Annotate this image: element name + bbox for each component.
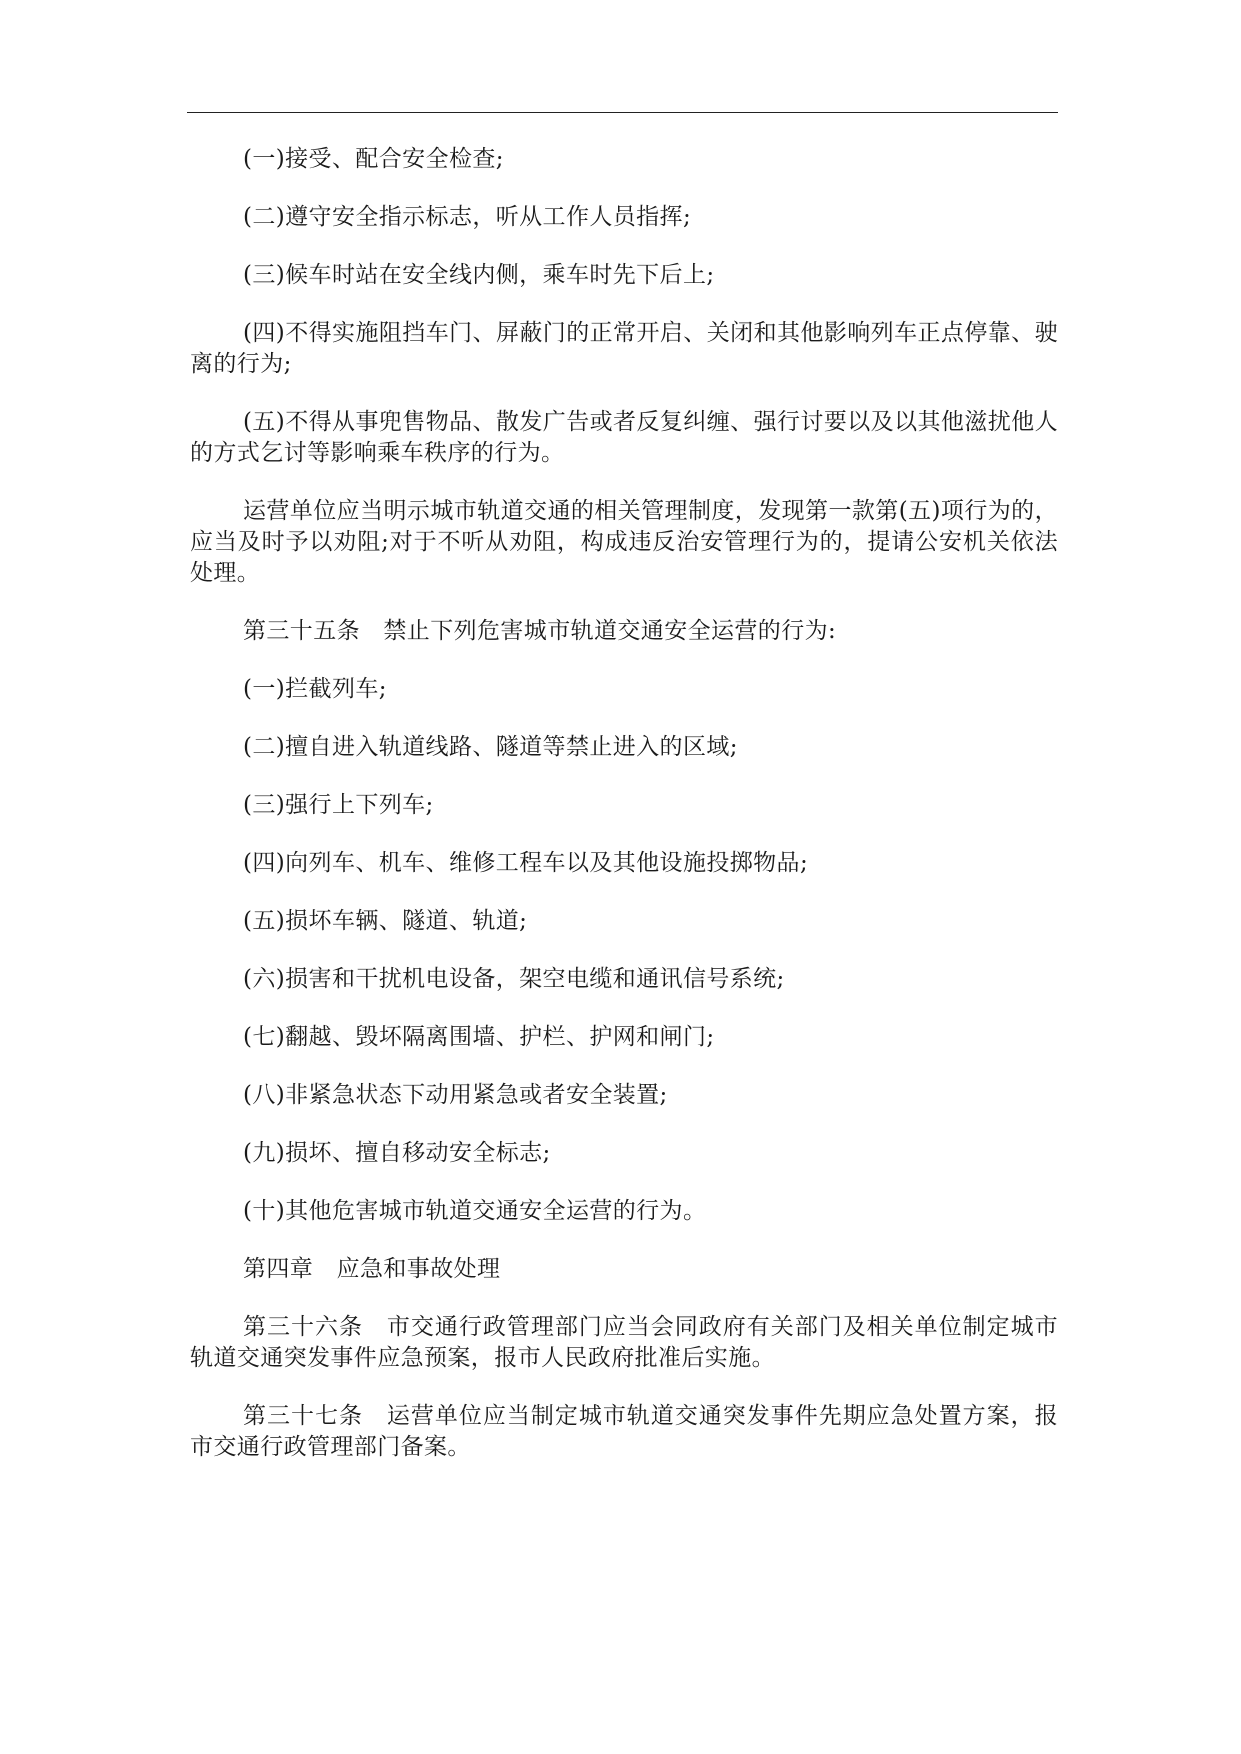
article-35-item-9: (九)损坏、擅自移动安全标志;: [243, 1140, 551, 1166]
header-rule: [187, 112, 1058, 113]
article-35-heading: 第三十五条 禁止下列危害城市轨道交通安全运营的行为:: [243, 618, 837, 644]
document-body: [190, 144, 1058, 1490]
paragraph-operator-duty: 运营单位应当明示城市轨道交通的相关管理制度，发现第一款第(五)项行为的，应当及时予以劝阻;对于不听从劝阻，构成违反治安管理行为的，提请公安机关依法处理。: [190, 498, 1058, 586]
article-36: 第三十六条 市交通行政管理部门应当会同政府有关部门及相关单位制定城市轨道交通突发事件应急预案，报市人民政府批准后实施。: [190, 1314, 1058, 1371]
chapter-4-heading: 第四章 应急和事故处理: [243, 1256, 501, 1282]
article-35-item-10: (十)其他危害城市轨道交通安全运营的行为。: [243, 1198, 707, 1224]
article-35-item-4: (四)向列车、机车、维修工程车以及其他设施投掷物品;: [243, 850, 809, 876]
paragraph-item-4: (四)不得实施阻挡车门、屏蔽门的正常开启、关闭和其他影响列车正点停靠、驶离的行为;: [190, 320, 1058, 377]
article-35-item-2: (二)擅自进入轨道线路、隧道等禁止进入的区域;: [243, 734, 738, 760]
paragraph-item-5: (五)不得从事兜售物品、散发广告或者反复纠缠、强行讨要以及以其他滋扰他人的方式乞讨等影响乘车秩序的行为。: [190, 409, 1058, 466]
article-35-item-5: (五)损坏车辆、隧道、轨道;: [243, 908, 528, 934]
article-35-item-6: (六)损害和干扰机电设备，架空电缆和通讯信号系统;: [243, 966, 785, 992]
article-35-item-3: (三)强行上下列车;: [243, 792, 434, 818]
paragraph-item-3: (三)候车时站在安全线内侧，乘车时先下后上;: [243, 262, 715, 288]
article-35-item-1: (一)拦截列车;: [243, 676, 387, 702]
paragraph-item-2: (二)遵守安全指示标志，听从工作人员指挥;: [243, 204, 692, 230]
paragraph-item-1: (一)接受、配合安全检查;: [243, 146, 504, 172]
article-35-item-7: (七)翻越、毁坏隔离围墙、护栏、护网和闸门;: [243, 1024, 715, 1050]
article-37: 第三十七条 运营单位应当制定城市轨道交通突发事件先期应急处置方案，报市交通行政管理部门备案。: [190, 1403, 1058, 1460]
article-35-item-8: (八)非紧急状态下动用紧急或者安全装置;: [243, 1082, 668, 1108]
